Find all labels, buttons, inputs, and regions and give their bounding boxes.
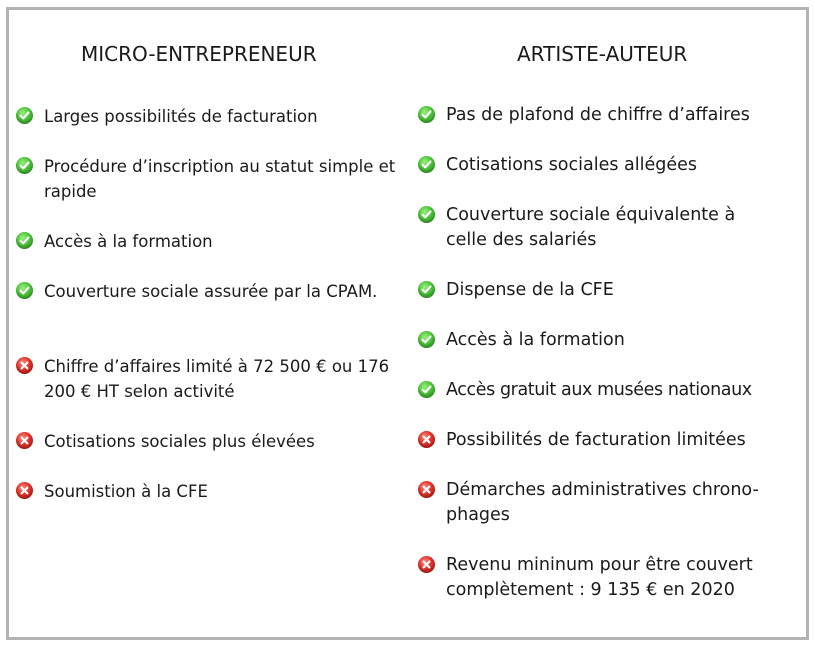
x-circle-icon <box>16 357 33 374</box>
item-text: Procédure d’inscription au statut simple et rapide <box>44 157 396 201</box>
item-text: Possibilités de facturation limitées <box>446 430 746 450</box>
column-title: ARTISTE-AUTEUR <box>517 42 688 66</box>
check-circle-icon <box>16 107 33 124</box>
x-circle-icon <box>16 432 33 449</box>
item-text: Chiffre d’affaires limité à 72 500 € ou 176 200 € HT selon activité <box>44 357 390 401</box>
list-item-con <box>418 428 808 453</box>
list-item-pro <box>418 378 808 403</box>
item-text: Accès à la formation <box>446 330 625 350</box>
x-circle-icon <box>418 481 435 498</box>
item-text: Couverture sociale équivalente à celle des salariés <box>446 205 736 250</box>
list-item-pro <box>418 153 808 178</box>
list-item-pro <box>418 203 808 253</box>
item-text: Pas de plafond de chiffre d’affaires <box>446 105 750 125</box>
check-circle-icon <box>418 381 435 398</box>
list-item-pro <box>16 279 401 304</box>
item-text: Accès à la formation <box>44 232 213 251</box>
item-text: Couverture sociale assurée par la CPAM. <box>44 282 378 301</box>
x-circle-icon <box>418 431 435 448</box>
list-item-pro <box>16 229 401 254</box>
x-circle-icon <box>16 482 33 499</box>
item-text: Cotisations sociales allégées <box>446 155 698 175</box>
check-circle-icon <box>418 206 435 223</box>
item-text: Cotisations sociales plus élevées <box>44 432 315 451</box>
check-circle-icon <box>418 156 435 173</box>
check-circle-icon <box>16 282 33 299</box>
item-text: Larges possibilités de facturation <box>44 107 318 126</box>
item-text: Soumistion à la CFE <box>44 482 208 501</box>
x-circle-icon <box>418 556 435 573</box>
list-item-con <box>16 479 401 504</box>
list-item-pro <box>16 154 401 204</box>
check-circle-icon <box>418 331 435 348</box>
list-item-con <box>16 354 401 404</box>
item-text: Accès gratuit aux musées nationaux <box>446 380 752 400</box>
list-item-con <box>418 478 808 528</box>
check-circle-icon <box>16 232 33 249</box>
column-title: MICRO-ENTREPRENEUR <box>81 42 317 66</box>
list-item-con <box>418 553 808 603</box>
item-text: Revenu mininum pour être couvert complètement : 9 135 € en 2020 <box>446 555 753 600</box>
item-text: Démarches administratives chrono-phages <box>446 480 759 525</box>
list-item-con <box>16 429 401 454</box>
list-item-pro <box>418 278 808 303</box>
comparison-frame <box>6 7 809 640</box>
list-item-pro <box>418 328 808 353</box>
check-circle-icon <box>418 281 435 298</box>
list-item-pro <box>16 104 401 129</box>
check-circle-icon <box>418 106 435 123</box>
item-text: Dispense de la CFE <box>446 280 614 300</box>
check-circle-icon <box>16 157 33 174</box>
list-item-pro <box>418 103 808 128</box>
